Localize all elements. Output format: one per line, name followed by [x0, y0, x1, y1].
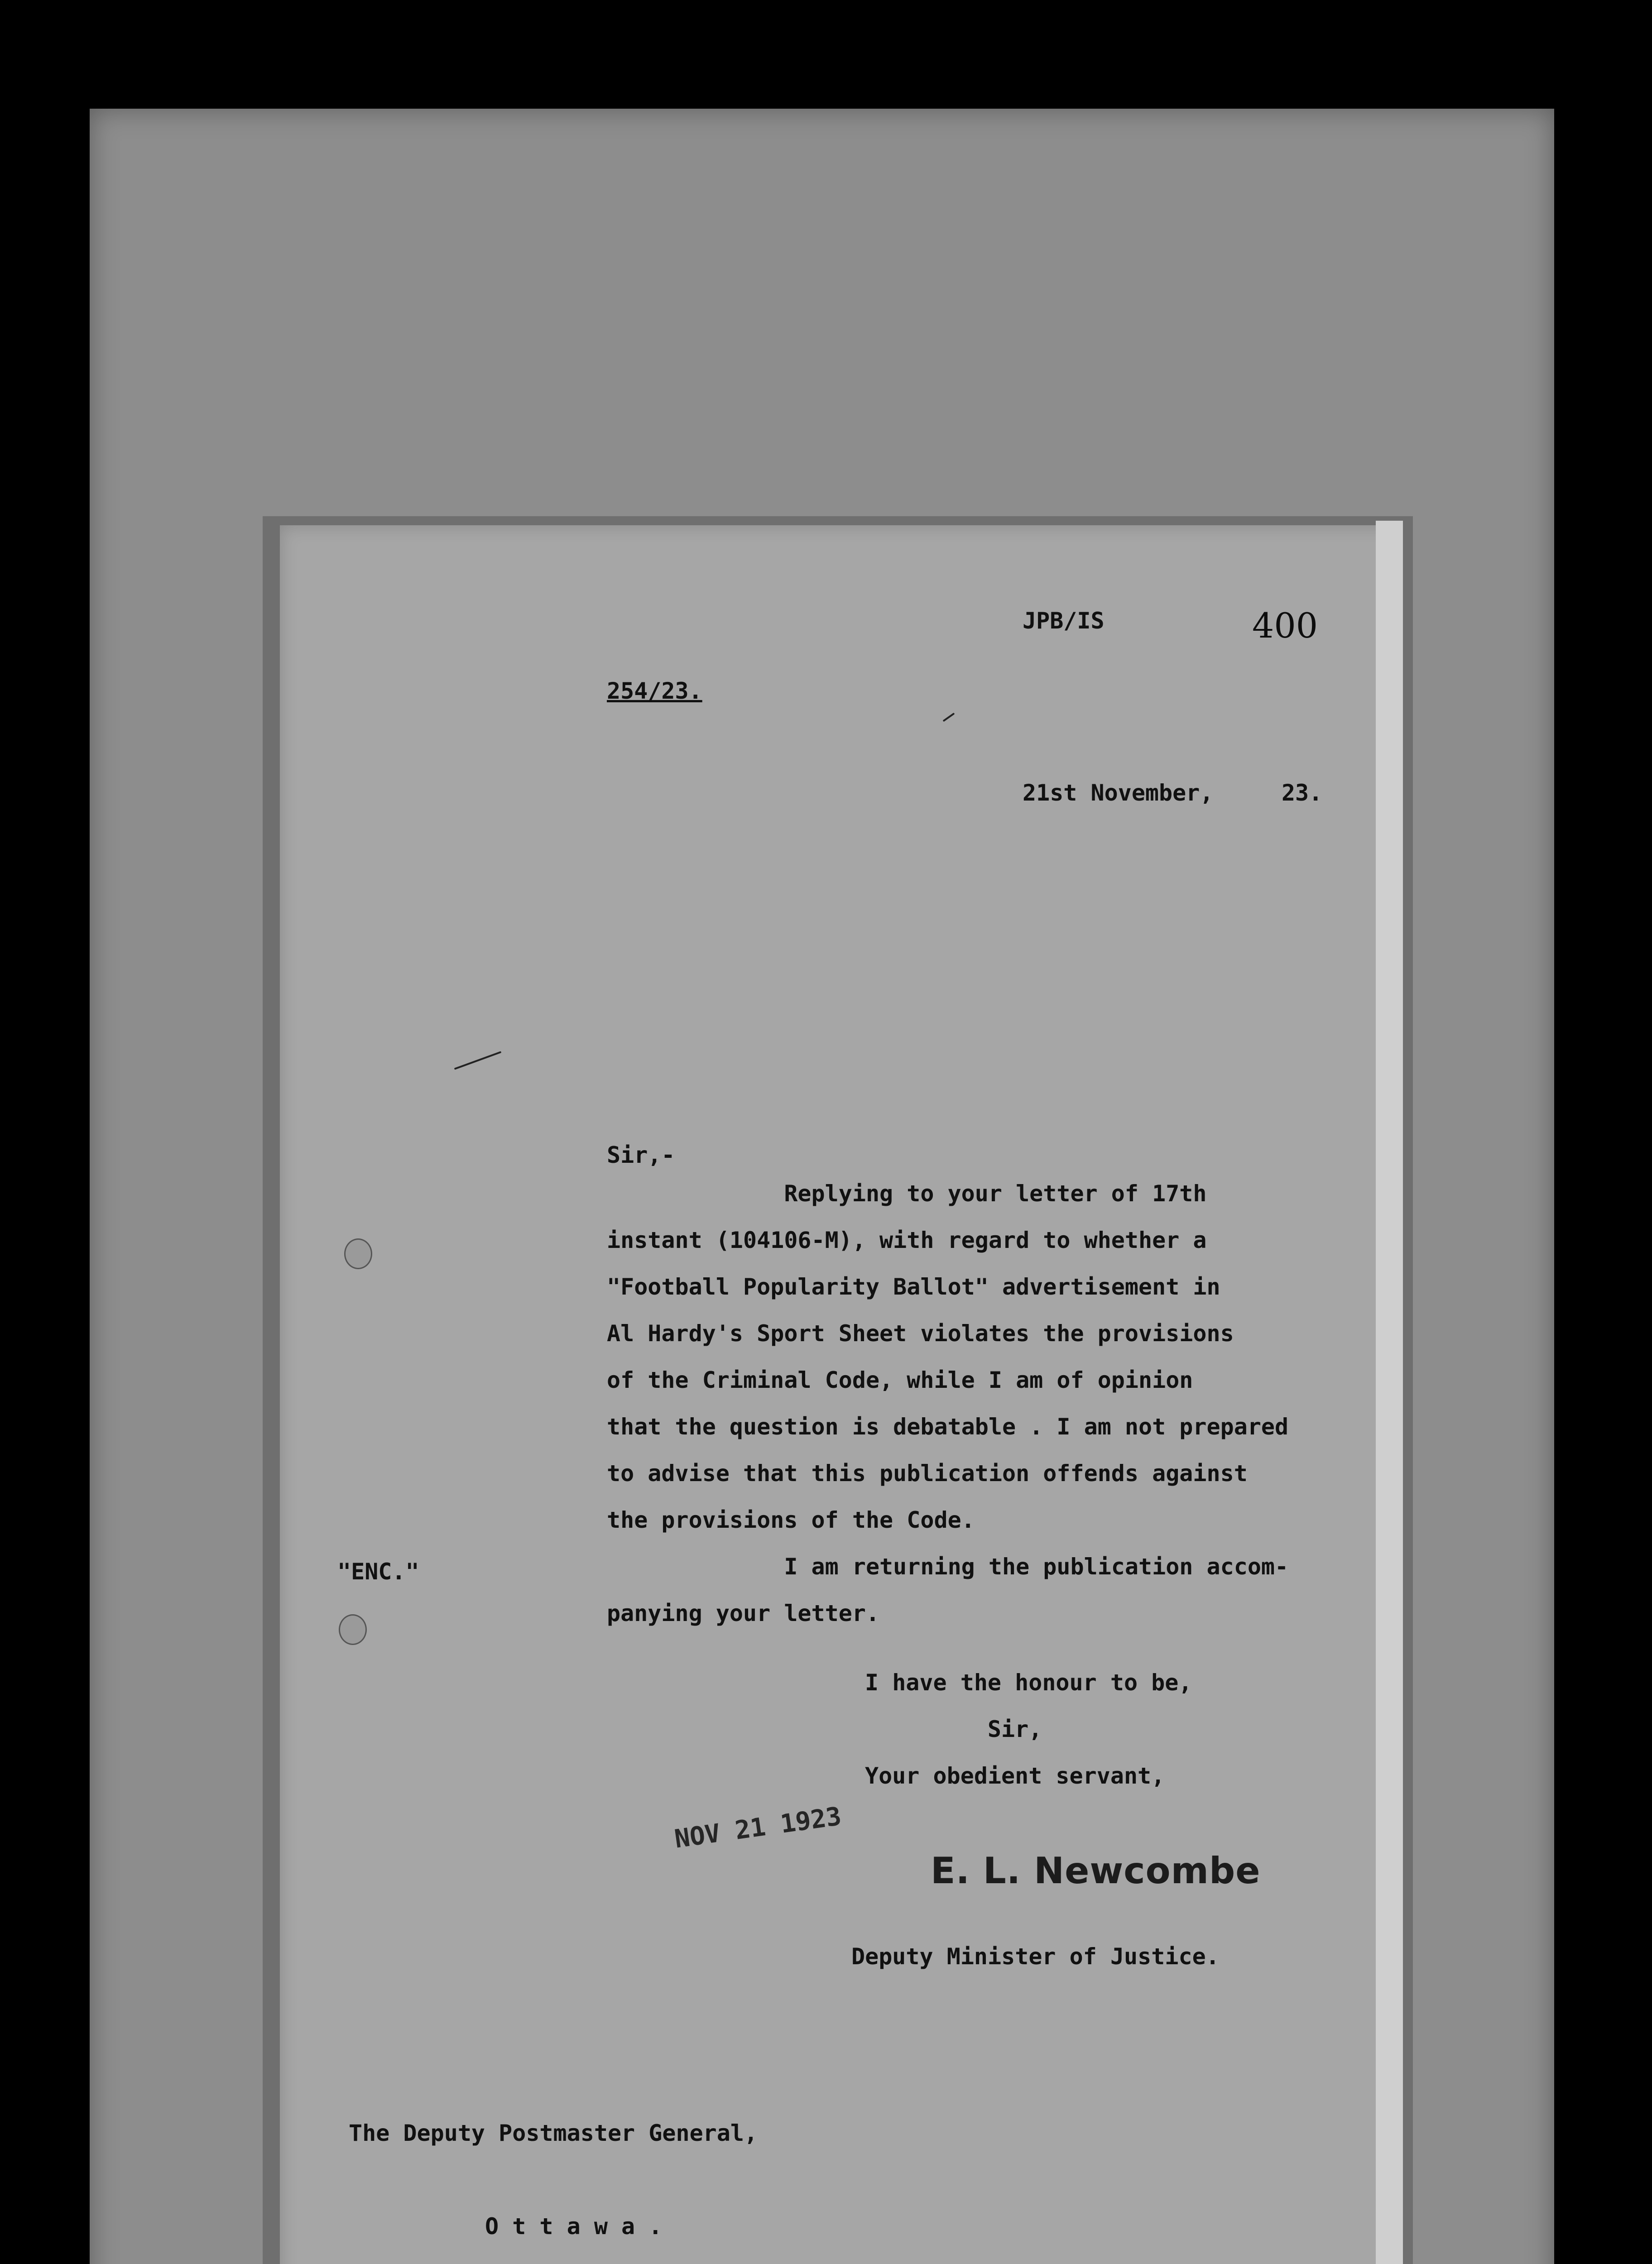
received-date-stamp: NOV 21 1923: [672, 1801, 843, 1854]
signature: E. L. Newcombe: [931, 1850, 1261, 1892]
file-reference: 254/23.: [607, 678, 702, 704]
recipient-address: The Deputy Postmaster General, O t t a w a .: [349, 2120, 758, 2240]
punch-hole: [344, 1238, 372, 1269]
letter-date: 21st November, 23.: [1023, 780, 1323, 806]
signature-title: Deputy Minister of Justice.: [851, 1943, 1220, 1970]
letter-body: Replying to your letter of 17th instant (104106-M), with regard to whether a "Football Popularity Ballot" advertisement in Al Hardy's Sport Sheet violates the provisions of the Criminal Code, while I am of opinion that the question is debatable . I am not prepared to advise that this publication offends against the provisions of the Code. I am returning the publication accom- panying your letter.: [607, 1180, 1289, 1626]
page-edge: [1376, 521, 1403, 2264]
salutation: Sir,-: [607, 1142, 675, 1168]
page-number: 400: [1252, 605, 1318, 646]
letter-closing: I have the honour to be, Sir, Your obedient servant,: [865, 1669, 1192, 1789]
punch-hole: [339, 1614, 367, 1645]
enclosure-note: "ENC.": [337, 1559, 419, 1585]
typist-initials: JPB/IS: [1023, 608, 1105, 634]
